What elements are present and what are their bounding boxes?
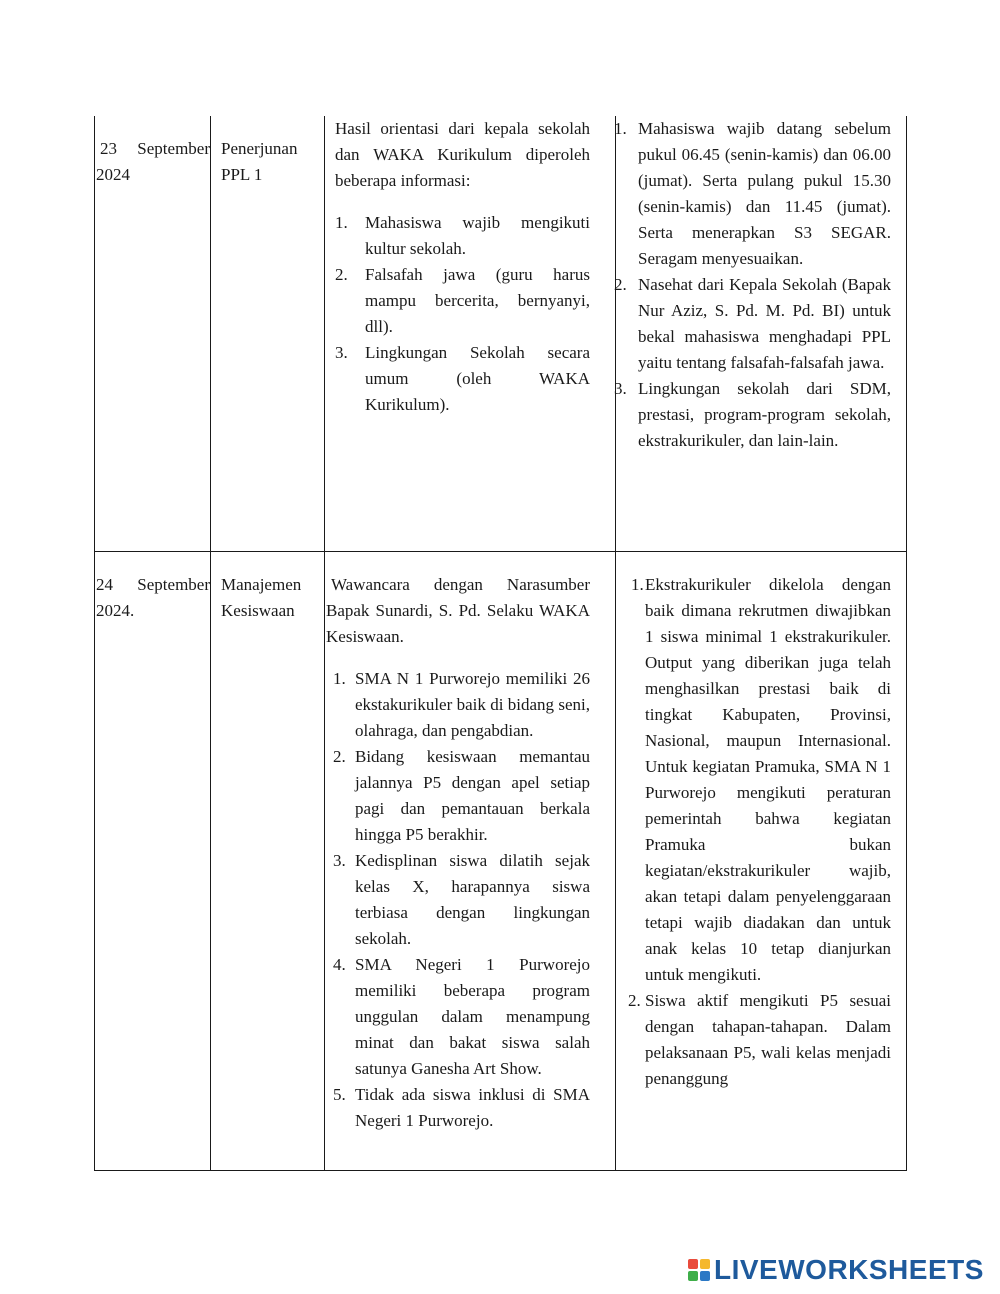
list-item (333, 744, 590, 848)
logo-square (688, 1259, 698, 1269)
logo-square (700, 1259, 710, 1269)
row1-activity (221, 136, 317, 188)
table-row-divider (94, 551, 907, 552)
row1-date (96, 136, 210, 188)
result-list (614, 116, 891, 454)
description-intro: Wawancara dengan Narasumber Bapak Sunardi, S. Pd. Selaku WAKA Kesiswaan. (326, 575, 590, 646)
list-item (614, 116, 891, 272)
list-number: 5. (333, 1085, 346, 1104)
list-item (614, 272, 891, 376)
list-text: Kedisplinan siswa dilatih sejak kelas X, harapannya siswa terbiasa dengan lingkungan sekolah. (355, 851, 590, 948)
list-text: Mahasiswa wajib mengikuti kultur sekolah. (365, 213, 590, 258)
list-text: Tidak ada siswa inklusi di SMA Negeri 1 Purworejo. (355, 1085, 590, 1130)
list-number: 3. (614, 379, 627, 398)
row2-result (628, 572, 891, 1092)
table-border-bottom (94, 1170, 907, 1171)
table-border-right (906, 116, 907, 1171)
list-number: 3. (333, 851, 346, 870)
list-item (614, 376, 891, 454)
description-list (326, 666, 590, 1134)
list-item (333, 848, 590, 952)
result-list (628, 572, 891, 1092)
list-text: SMA Negeri 1 Purworejo memiliki beberapa program unggulan dalam menampung minat dan bakat siswa salah satunya Ganesha Art Show. (355, 955, 590, 1078)
liveworksheets-logo-icon (688, 1259, 710, 1281)
row2-activity (221, 572, 317, 624)
list-item (333, 666, 590, 744)
activity-text: Penerjunan PPL 1 (221, 139, 298, 184)
row1-result (614, 116, 891, 454)
list-number: 1. (333, 669, 346, 688)
list-item (631, 572, 891, 988)
description-list (335, 210, 590, 418)
table-border-left (94, 116, 95, 1171)
list-number: 2. (335, 265, 348, 284)
date-text: 23 September 2024 (96, 139, 210, 184)
list-text: Nasehat dari Kepala Sekolah (Bapak Nur Aziz, S. Pd. M. Pd. BI) untuk bekal mahasiswa menghadapi PPL yaitu tentang falsafah-falsafah jawa. (638, 275, 891, 372)
date-text: 24 September 2024. (96, 575, 210, 620)
list-item (628, 988, 891, 1092)
list-text: Mahasiswa wajib datang sebelum pukul 06.45 (senin-kamis) dan 06.00 (jumat). Serta pulang pukul 15.30 (senin-kamis) dan 11.45 (jumat). Serta menerapkan S3 SEGAR. Seragam menyesuaikan. (638, 119, 891, 268)
list-number: 4. (333, 955, 346, 974)
list-text: Ekstrakurikuler dikelola dengan baik dimana rekrutmen diwajibkan 1 siswa minimal 1 ekstrakurikuler. Output yang diberikan juga telah menghasilkan prestasi baik di tingkat Kabupaten, Provinsi, Nasional, maupun Internasional. Untuk kegiatan Pramuka, SMA N 1 Purworejo mengikuti peraturan pemerintah bahwa kegiatan Pramuka bukan kegiatan/ekstrakurikuler wajib, akan tetapi dalam penyelenggaraan tetapi wajib diadakan dan untuk anak kelas 10 tetap dianjurkan untuk mengikuti. (645, 575, 891, 984)
list-number: 1. (614, 119, 627, 138)
watermark-text: LIVEWORKSHEETS (714, 1254, 984, 1285)
list-text: SMA N 1 Purworejo memiliki 26 ekstakurikuler baik di bidang seni, olahraga, dan pengabdian. (355, 669, 590, 740)
list-number: 1. (631, 575, 644, 594)
row2-date (96, 572, 210, 624)
description-intro: Hasil orientasi dari kepala sekolah dan WAKA Kurikulum diperoleh beberapa informasi: (335, 119, 590, 190)
logo-square (688, 1271, 698, 1281)
liveworksheets-watermark (688, 1255, 984, 1285)
list-number: 3. (335, 343, 348, 362)
list-item (335, 262, 590, 340)
logo-square (700, 1271, 710, 1281)
list-text: Falsafah jawa (guru harus mampu bercerita, bernyanyi, dll). (365, 265, 590, 336)
list-text: Lingkungan sekolah dari SDM, prestasi, program-program sekolah, ekstrakurikuler, dan lain-lain. (638, 379, 891, 450)
list-text: Siswa aktif mengikuti P5 sesuai dengan tahapan-tahapan. Dalam pelaksanaan P5, wali kelas menjadi penanggung (645, 991, 891, 1088)
row2-description (326, 572, 590, 1134)
list-text: Lingkungan Sekolah secara umum (oleh WAKA Kurikulum). (365, 343, 590, 414)
list-number: 1. (335, 213, 348, 232)
table-border-col2 (210, 116, 211, 1171)
list-number: 2. (628, 991, 641, 1010)
activity-text: Manajemen Kesiswaan (221, 575, 302, 620)
list-number: 2. (333, 747, 346, 766)
list-item (335, 210, 590, 262)
list-number: 2. (614, 275, 627, 294)
list-item (333, 952, 590, 1082)
list-text: Bidang kesiswaan memantau jalannya P5 dengan apel setiap pagi dan pemantauan berkala hingga P5 berakhir. (355, 747, 590, 844)
row1-description (335, 116, 590, 418)
table-border-col3 (324, 116, 325, 1171)
list-item (335, 340, 590, 418)
list-item (333, 1082, 590, 1134)
